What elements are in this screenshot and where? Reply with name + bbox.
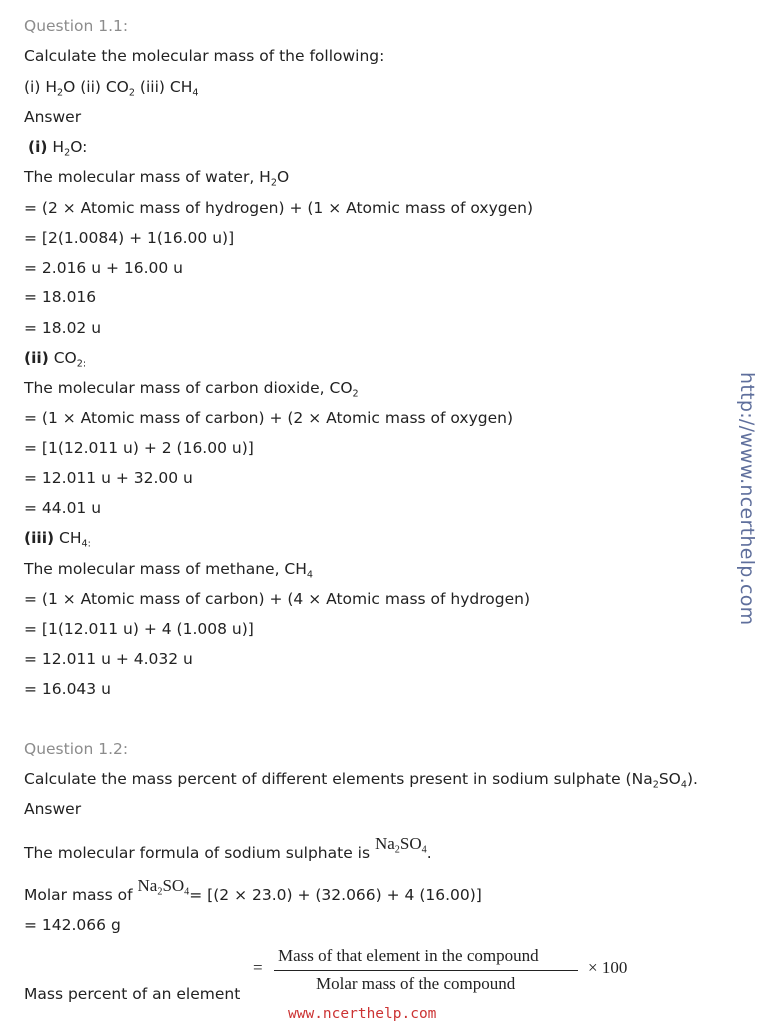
part-iii-intro: The molecular mass of methane, $CH_4$ xyxy=(24,560,314,581)
part-ii-step: = 44.01 u xyxy=(24,499,102,517)
molar-mass-result: = 142.066 g xyxy=(24,916,121,934)
fraction-numerator: Mass of that element in the compound xyxy=(278,946,539,965)
part-ii-heading: (ii) $CO_{2:}$ xyxy=(24,349,87,370)
question-heading: Question 1.2: xyxy=(24,740,129,758)
fraction-bar xyxy=(274,970,578,971)
part-ii-intro: The molecular mass of carbon dioxide, $CO_2$ xyxy=(24,379,359,400)
part-i-step: = [2(1.0084) + 1(16.00 u)] xyxy=(24,229,235,247)
part-ii-step: = (1 × Atomic mass of carbon) + (2 × Atomic mass of oxygen) xyxy=(24,409,514,427)
answer-label: Answer xyxy=(24,800,82,818)
times-hundred: × 100 xyxy=(588,958,628,977)
question-heading: Question 1.1: xyxy=(24,17,129,35)
part-iii-step: = (1 × Atomic mass of carbon) + (4 × Atomic mass of hydrogen) xyxy=(24,590,531,608)
question-prompt: Calculate the mass percent of different elements present in sodium sulphate $(Na_2SO_4)$. xyxy=(24,770,698,791)
part-ii-step: = [1(12.011 u) + 2 (16.00 u)] xyxy=(24,439,254,457)
part-iii-step: = 12.011 u + 4.032 u xyxy=(24,650,193,668)
sodium-sulphate-formula: $Na_2SO_4$ xyxy=(137,876,190,898)
equals-sign: = xyxy=(253,958,263,977)
mass-percent-formula xyxy=(250,946,650,998)
mass-percent-label: Mass percent of an element xyxy=(24,985,241,1003)
sodium-sulphate-formula: $Na_2SO_4$ xyxy=(374,834,427,856)
part-ii-step: = 12.011 u + 32.00 u xyxy=(24,469,193,487)
fraction-denominator: Molar mass of the compound xyxy=(316,974,516,993)
part-iii-step: = [1(12.011 u) + 4 (1.008 u)] xyxy=(24,620,254,638)
part-i-intro: The molecular mass of water, $H_2O$ xyxy=(24,168,290,189)
answer-label: Answer xyxy=(24,108,82,126)
part-i-step: = 2.016 u + 16.00 u xyxy=(24,259,184,277)
part-i-step: = 18.016 xyxy=(24,288,97,306)
part-i-step: = (2 × Atomic mass of hydrogen) + (1 × Atomic mass of oxygen) xyxy=(24,199,534,217)
question-items: (i) $H_2O$ (ii) $CO_2$ (iii) $CH_4$ xyxy=(24,78,199,99)
question-prompt: Calculate the molecular mass of the following: xyxy=(24,47,385,65)
formula-statement: The molecular formula of sodium sulphate is $Na_2SO_4$. xyxy=(24,834,432,862)
part-iii-step: = 16.043 u xyxy=(24,680,111,698)
molar-mass-line: Molar mass of $Na_2SO_4= [(2 \times 23.0) + (32.066) + 4$ (16.00)] xyxy=(24,876,482,904)
bottom-watermark: www.ncerthelp.com xyxy=(288,1006,437,1022)
side-watermark: http://www.ncerthelp.com xyxy=(736,372,758,626)
part-iii-heading: (iii) $CH_{4:}$ xyxy=(24,529,91,550)
part-i-step: = 18.02 u xyxy=(24,319,102,337)
part-i-heading: (i) $H_2O$: xyxy=(28,138,88,159)
